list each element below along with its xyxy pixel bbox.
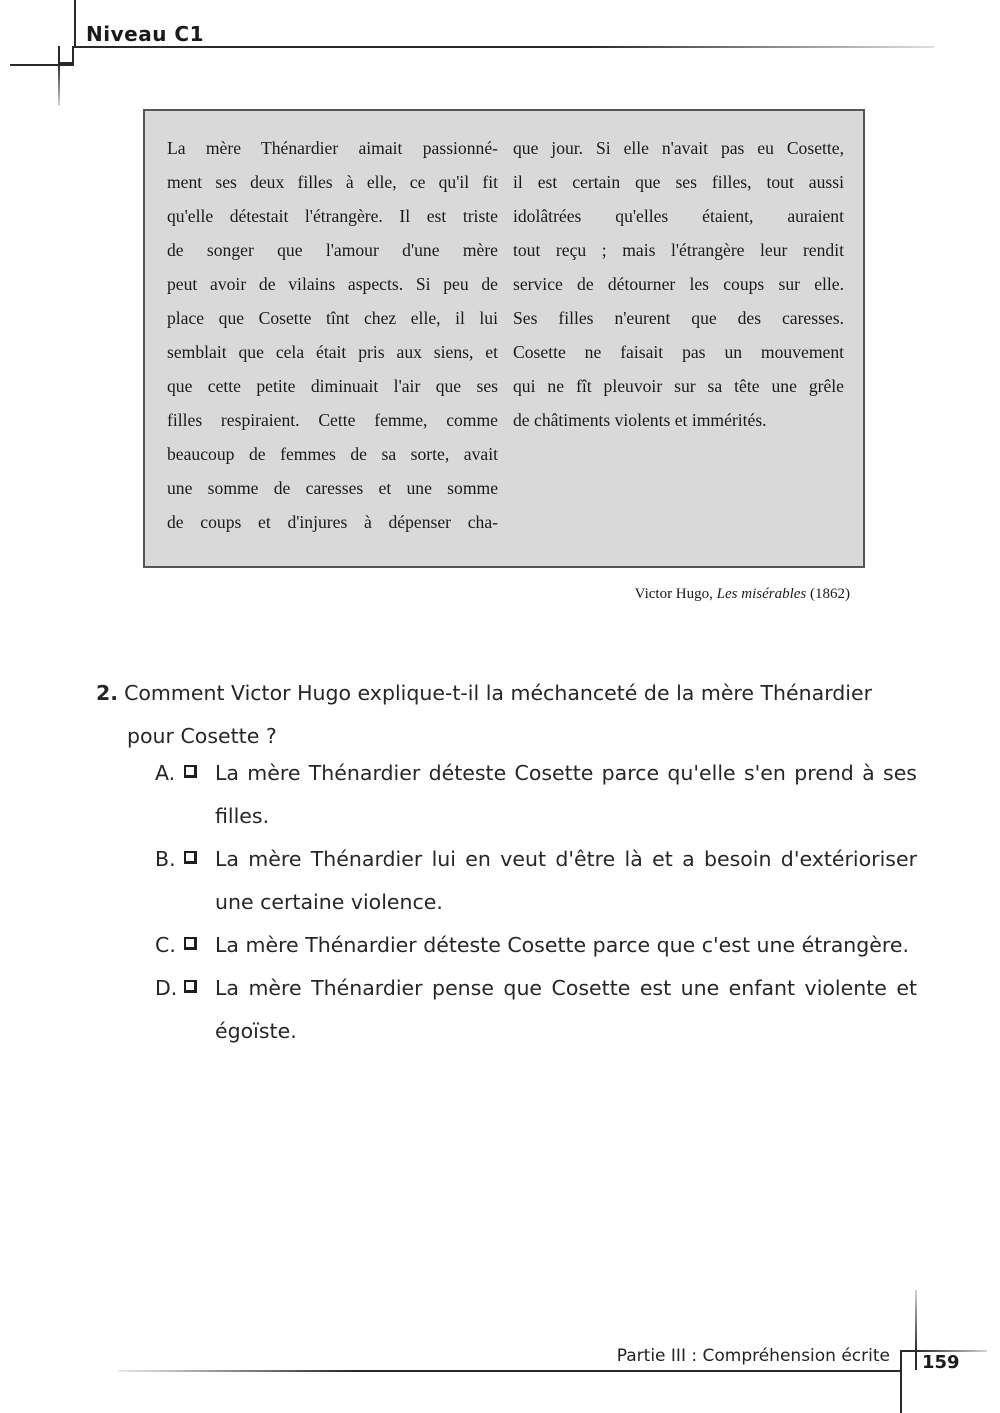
question-text-continued: pour Cosette ? [127,724,277,748]
option-letter: B. [155,847,176,871]
excerpt-line: il est certain que ses filles, tout aussi [513,172,844,192]
excerpt-line: tout reçu ; mais l'étrangère leur rendit [513,240,844,260]
excerpt-line: filles respiraient. Cette femme, comme [167,410,498,430]
excerpt-line: idolâtrées qu'elles étaient, auraient [513,206,844,226]
option-a[interactable] [155,752,917,838]
footer-corner-mark [900,1350,917,1370]
excerpt-line: de songer que l'amour d'une mère [167,240,498,260]
question-number: 2. [96,681,119,705]
option-text: La mère Thénardier pense que Cosette est une enfant violente et égoïste. [215,976,917,1043]
header-crop-mark-vertical [58,64,60,106]
option-letter: C. [155,933,176,957]
checkbox-icon[interactable] [184,851,197,864]
checkbox-icon[interactable] [184,765,197,778]
excerpt-column-right [513,131,844,437]
option-letter: D. [155,976,178,1000]
checkbox-icon[interactable] [184,980,197,993]
excerpt-line: une somme de caresses et une somme [167,478,498,498]
option-letter: A. [155,761,176,785]
level-label: Niveau C1 [86,22,204,46]
excerpt-line: de coups et d'injures à dépenser cha- [167,512,498,532]
excerpt-line: service de détourner les coups sur elle. [513,274,844,294]
excerpt-line: ment ses deux filles à elle, ce qu'il fit [167,172,498,192]
excerpt-line: Ses filles n'eurent que des caresses. [513,308,844,328]
question-text: Comment Victor Hugo explique-t-il la méchanceté de la mère Thénardier [124,681,873,705]
header-rule-vertical [74,0,76,48]
answer-options [155,752,917,1053]
citation-title: Les misérables [716,586,807,602]
footer-rule-vertical [900,1370,902,1413]
excerpt-box [143,109,865,568]
citation-year: (1862) [806,586,850,602]
checkbox-icon[interactable] [184,937,197,950]
citation [635,586,850,603]
option-text: La mère Thénardier lui en veut d'être là et a besoin d'extérioriser une certaine violence. [215,847,917,914]
excerpt-line: qu'elle détestait l'étrangère. Il est triste [167,206,498,226]
page-number: 159 [922,1352,960,1373]
excerpt-line: Cosette ne faisait pas un mouvement [513,342,844,362]
excerpt-line: peut avoir de vilains aspects. Si peu de [167,274,498,294]
option-text: La mère Thénardier déteste Cosette parce qu'elle s'en prend à ses filles. [215,761,917,828]
option-c[interactable] [155,924,917,967]
footer-rule [118,1370,900,1372]
section-label: Partie III : Compréhension écrite [616,1346,890,1366]
excerpt-line: qui ne fît pleuvoir sur sa tête une grêle [513,376,844,396]
footer-crop-mark-vertical [915,1290,917,1350]
excerpt-line: de châtiments violents et immérités. [513,410,767,430]
question [96,672,916,758]
excerpt-line: semblait que cela était pris aux siens, et [167,342,498,362]
header-corner-mark [58,46,74,64]
citation-author: Victor Hugo, [634,586,717,602]
option-text: La mère Thénardier déteste Cosette parce que c'est une étrangère. [215,933,909,957]
excerpt-line: beaucoup de femmes de sa sorte, avait [167,444,498,464]
header-crop-mark [10,64,74,66]
option-b[interactable] [155,838,917,924]
option-d[interactable] [155,967,917,1053]
excerpt-line: place que Cosette tînt chez elle, il lui [167,308,498,328]
excerpt-line: que cette petite diminuait l'air que ses [167,376,498,396]
excerpt-line: que jour. Si elle n'avait pas eu Cosette, [513,138,844,158]
header-rule [74,46,934,48]
excerpt-column-left [167,131,498,539]
excerpt-line: La mère Thénardier aimait passionné- [167,138,498,158]
